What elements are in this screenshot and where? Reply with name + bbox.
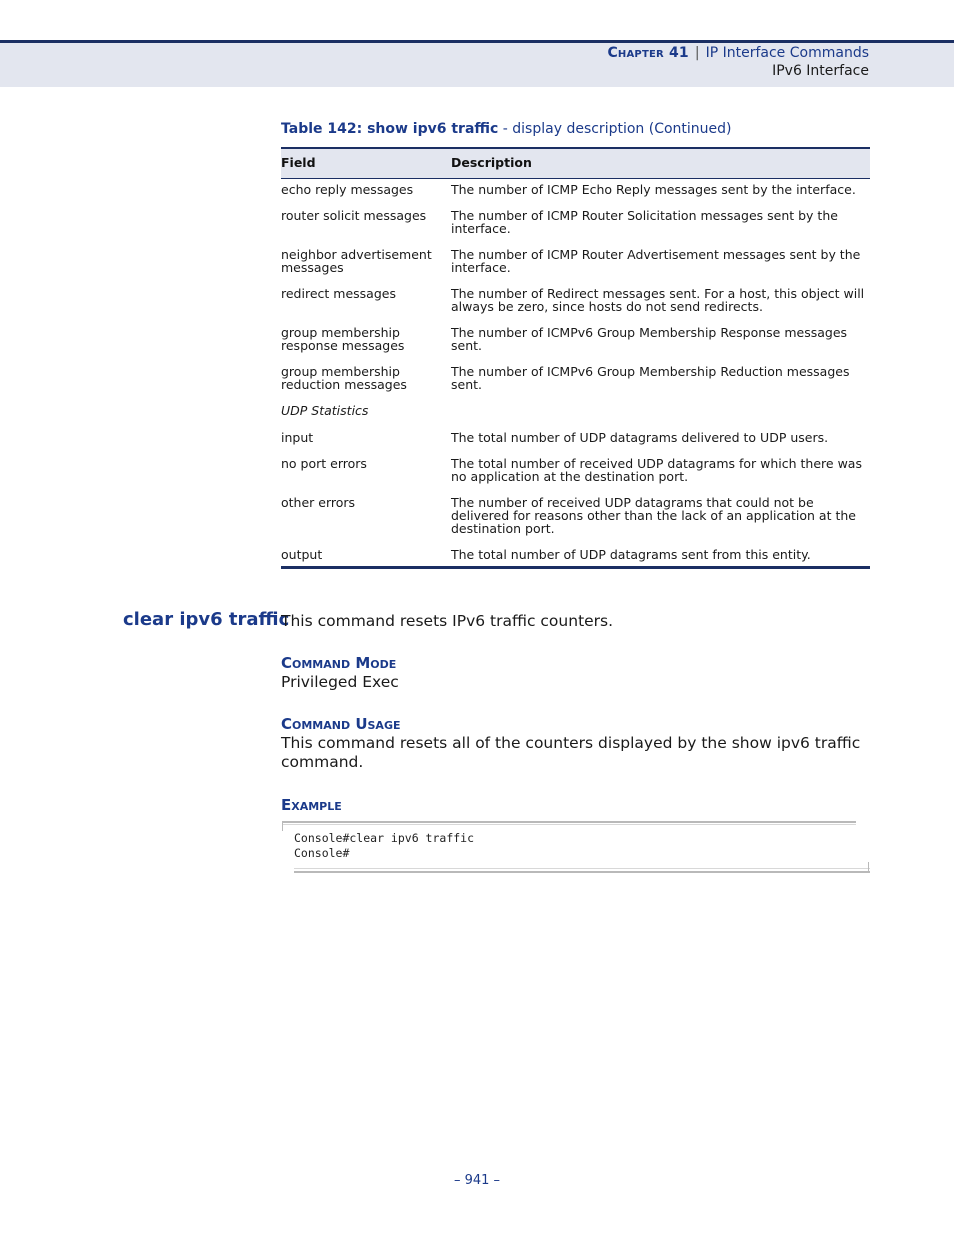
description-cell: The total number of received UDP datagrams for which there was no application at the destination port. <box>451 456 862 484</box>
example-code-block <box>282 821 870 875</box>
chapter-header <box>607 45 869 61</box>
column-header-field: Field <box>281 155 316 170</box>
code-frame-bottom-inner <box>294 868 870 869</box>
field-cell: redirect messages <box>281 286 396 301</box>
field-description-table <box>281 147 870 562</box>
command-title: clear ipv6 traffic <box>123 609 290 630</box>
description-cell: The number of received UDP datagrams that could not be delivered for reasons other than the lack of an application at the destination port. <box>451 495 856 536</box>
description-cell: The number of Redirect messages sent. For a host, this object will always be zero, since hosts do not send redirects. <box>451 286 865 314</box>
page-number: – 941 – <box>453 1173 501 1188</box>
description-cell: The number of ICMP Echo Reply messages sent by the interface. <box>451 182 856 197</box>
code-frame-bottom <box>294 871 870 873</box>
code-line: Console#clear ipv6 traffic <box>294 831 475 845</box>
field-cell: echo reply messages <box>281 182 414 197</box>
table-caption <box>281 121 732 137</box>
chapter-label: Chapter 41 <box>607 45 689 61</box>
field-cell: group membership response messages <box>281 325 405 353</box>
description-cell: The number of ICMPv6 Group Membership Response messages sent. <box>451 325 848 353</box>
command-mode-text: Privileged Exec <box>281 673 399 691</box>
table-bottom-rule <box>281 566 870 569</box>
command-mode-heading: Command Mode <box>281 654 397 672</box>
example-heading: Example <box>281 796 342 814</box>
code-frame-top-inner <box>282 824 856 825</box>
description-cell: The number of ICMP Router Solicitation messages sent by the interface. <box>451 208 838 236</box>
description-cell: The total number of UDP datagrams sent from this entity. <box>451 547 811 562</box>
subsection-label: IPv6 Interface <box>772 63 869 79</box>
section-cell: UDP Statistics <box>281 403 369 418</box>
command-usage-heading: Command Usage <box>281 715 401 733</box>
code-line: Console# <box>294 846 350 860</box>
field-cell: input <box>281 430 314 445</box>
section-label: IP Interface Commands <box>705 45 869 61</box>
description-cell: The number of ICMP Router Advertisement messages sent by the interface. <box>451 247 861 275</box>
command-intro: This command resets IPv6 traffic counters. <box>281 612 614 630</box>
field-cell: neighbor advertisement messages <box>281 247 432 275</box>
header-separator: | <box>694 45 700 61</box>
code-frame-right <box>868 862 869 872</box>
code-frame-left <box>282 821 283 831</box>
table-caption-title: Table 142: show ipv6 traffic <box>281 121 499 137</box>
code-frame-top <box>282 821 856 823</box>
description-cell: The total number of UDP datagrams delivered to UDP users. <box>451 430 829 445</box>
field-cell: group membership reduction messages <box>281 364 407 392</box>
field-cell: other errors <box>281 495 356 510</box>
command-usage-text: This command resets all of the counters displayed by the show ipv6 traffic command. <box>281 734 861 771</box>
field-cell: output <box>281 547 323 562</box>
table-caption-rest: - display description (Continued) <box>498 121 732 137</box>
field-cell: no port errors <box>281 456 367 471</box>
field-cell: router solicit messages <box>281 208 427 223</box>
table-header-row <box>281 147 870 179</box>
description-cell: The number of ICMPv6 Group Membership Reduction messages sent. <box>451 364 850 392</box>
column-header-description: Description <box>451 155 532 170</box>
